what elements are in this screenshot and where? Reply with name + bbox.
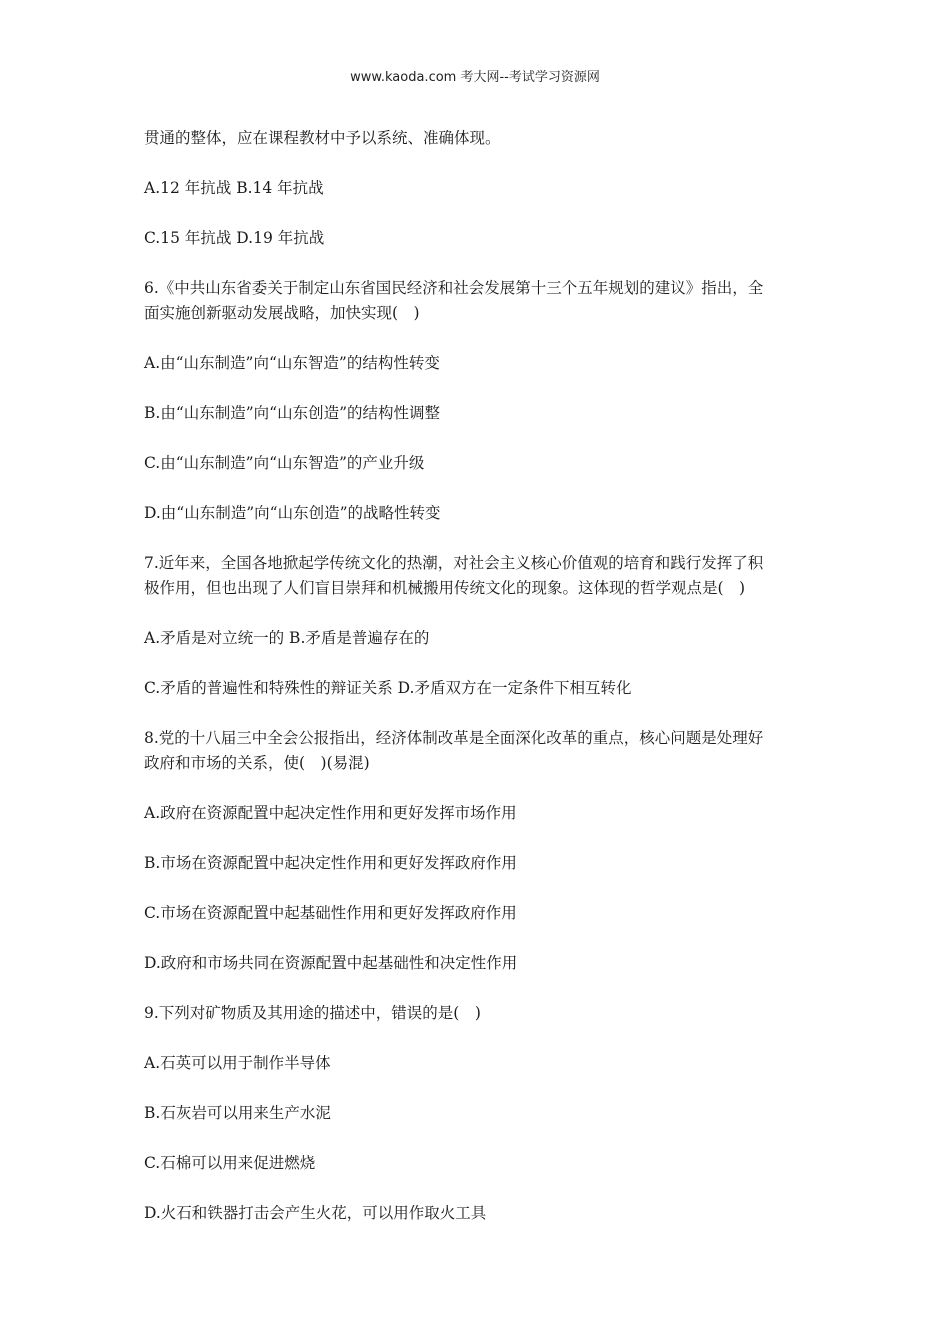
question-8-line-2: 政府和市场的关系，使( )(易混) [144,754,370,772]
option-line: D.火石和铁器打击会产生火花，可以用作取火工具 [144,1204,487,1222]
option-line: B.市场在资源配置中起决定性作用和更好发挥政府作用 [144,854,517,872]
question-6-line-1: 6.《中共山东省委关于制定山东省国民经济和社会发展第十三个五年规划的建议》指出，全 [144,279,764,297]
option-line: B.石灰岩可以用来生产水泥 [144,1104,331,1122]
text-line: 贯通的整体，应在课程教材中予以系统、准确体现。 [144,129,501,147]
page-header: www.kaoda.com 考大网--考试学习资源网 [350,70,600,85]
question-8-line-1: 8.党的十八届三中全会公报指出，经济体制改革是全面深化改革的重点，核心问题是处理好 [144,729,764,747]
option-line: D.政府和市场共同在资源配置中起基础性和决定性作用 [144,954,518,972]
question-7-line-1: 7.近年来，全国各地掀起学传统文化的热潮，对社会主义核心价值观的培育和践行发挥了积 [144,554,764,572]
option-line: C.由“山东制造”向“山东智造”的产业升级 [144,454,425,472]
option-line: A.12 年抗战 B.14 年抗战 [144,179,324,197]
option-line: D.由“山东制造”向“山东创造”的战略性转变 [144,504,441,522]
question-9-line-1: 9.下列对矿物质及其用途的描述中，错误的是( ) [144,1004,481,1022]
option-line: A.由“山东制造”向“山东智造”的结构性转变 [144,354,440,372]
option-line: A.矛盾是对立统一的 B.矛盾是普遍存在的 [144,629,430,647]
question-7-line-2: 极作用，但也出现了人们盲目崇拜和机械搬用传统文化的现象。这体现的哲学观点是( ) [144,579,746,597]
option-line: B.由“山东制造”向“山东创造”的结构性调整 [144,404,441,422]
option-line: C.市场在资源配置中起基础性作用和更好发挥政府作用 [144,904,517,922]
option-line: C.石棉可以用来促进燃烧 [144,1154,316,1172]
option-line: A.政府在资源配置中起决定性作用和更好发挥市场作用 [144,804,517,822]
option-line: C.矛盾的普遍性和特殊性的辩证关系 D.矛盾双方在一定条件下相互转化 [144,679,632,697]
question-6-line-2: 面实施创新驱动发展战略，加快实现( ) [144,304,420,322]
document-body [144,126,814,1226]
option-line: A.石英可以用于制作半导体 [144,1054,331,1072]
option-line: C.15 年抗战 D.19 年抗战 [144,229,325,247]
